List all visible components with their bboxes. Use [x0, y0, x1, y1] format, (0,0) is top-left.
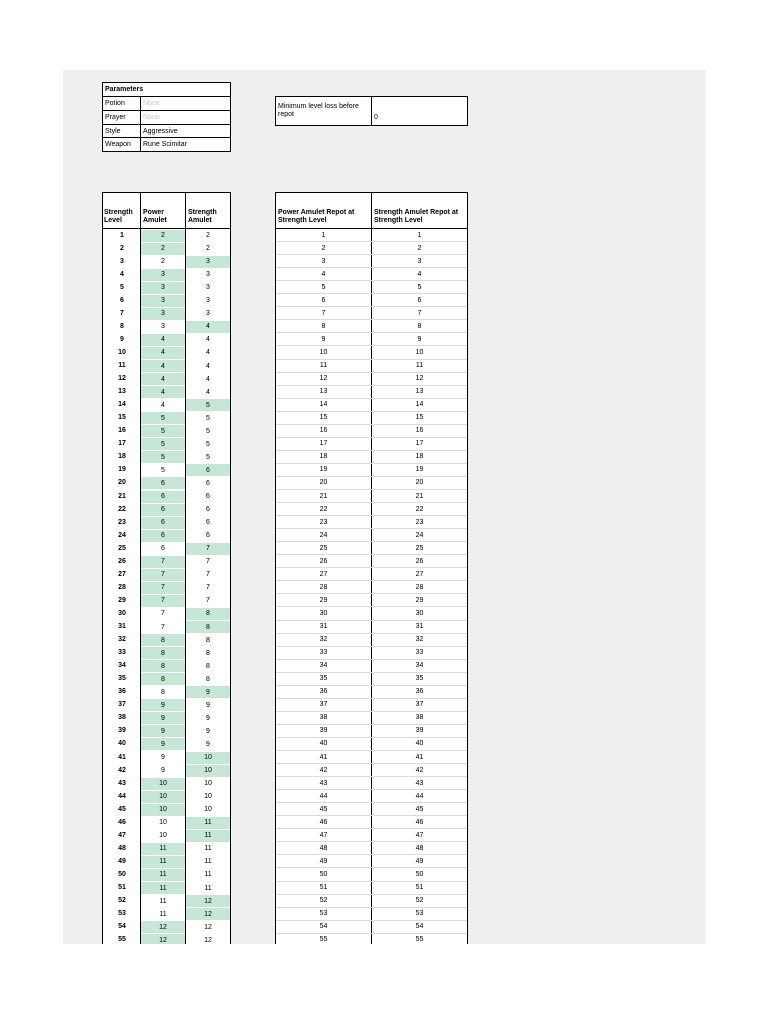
header-strength-amulet: Strength Amulet — [188, 208, 217, 224]
strength-amulet-cell: 3 — [206, 297, 210, 305]
power-amulet-repot-cell: 54 — [319, 923, 328, 931]
strength-amulet-cell: 5 — [206, 414, 210, 422]
power-amulet-cell: 6 — [141, 517, 185, 529]
power-amulet-cell: 10 — [141, 791, 185, 803]
power-amulet-cell: 3 — [141, 295, 185, 307]
strength-amulet-repot-cell: 14 — [415, 401, 424, 409]
strength-amulet-cell: 6 — [206, 479, 210, 487]
power-amulet-repot-cell: 30 — [319, 609, 328, 617]
power-amulet-repot-cell: 14 — [319, 401, 328, 409]
strength-amulet-repot-cell: 26 — [415, 557, 424, 565]
power-amulet-cell: 4 — [141, 386, 185, 398]
parameter-value-style[interactable]: Aggressive — [143, 127, 178, 135]
strength-amulet-cell: 12 — [204, 936, 212, 944]
strength-level-cell: 22 — [118, 505, 126, 513]
strength-level-cell: 39 — [118, 727, 126, 735]
strength-amulet-repot-cell: 50 — [415, 870, 424, 878]
power-amulet-repot-cell: 40 — [319, 740, 328, 748]
power-amulet-repot-cell: 32 — [319, 636, 328, 644]
power-amulet-repot-cell: 28 — [319, 583, 328, 591]
strength-amulet-repot-cell: 36 — [415, 688, 424, 696]
strength-amulet-cell: 5 — [206, 440, 210, 448]
strength-amulet-repot-cell: 9 — [417, 335, 422, 343]
strength-level-cell: 20 — [118, 479, 126, 487]
strength-level-cell: 15 — [118, 414, 126, 422]
strength-level-cell: 41 — [118, 753, 126, 761]
strength-amulet-repot-cell: 55 — [415, 936, 424, 944]
strength-amulet-repot-cell: 45 — [415, 805, 424, 813]
power-amulet-cell: 5 — [161, 466, 165, 474]
power-amulet-repot-cell: 5 — [321, 283, 326, 291]
strength-level-cell: 37 — [118, 701, 126, 709]
strength-amulet-repot-cell: 30 — [415, 609, 424, 617]
power-amulet-repot-cell: 55 — [319, 936, 328, 944]
power-amulet-cell: 10 — [159, 832, 167, 840]
power-amulet-cell: 4 — [141, 373, 185, 385]
power-amulet-cell: 4 — [141, 334, 185, 346]
strength-amulet-cell: 11 — [204, 871, 212, 879]
power-amulet-repot-cell: 33 — [319, 649, 328, 657]
power-amulet-cell: 9 — [161, 767, 165, 775]
strength-amulet-repot-cell: 8 — [417, 322, 422, 330]
power-amulet-repot-cell: 26 — [319, 557, 328, 565]
parameter-label-prayer: Prayer — [105, 114, 126, 121]
strength-amulet-repot-cell: 4 — [417, 270, 422, 278]
strength-level-cell: 50 — [118, 870, 126, 878]
strength-amulet-cell: 10 — [204, 780, 212, 788]
strength-amulet-repot-cell: 37 — [415, 701, 424, 709]
strength-amulet-repot-cell: 17 — [415, 440, 424, 448]
strength-amulet-cell: 9 — [206, 714, 210, 722]
strength-level-cell: 1 — [120, 231, 124, 239]
power-amulet-repot-cell: 17 — [319, 440, 328, 448]
strength-level-cell: 40 — [118, 740, 126, 748]
strength-amulet-repot-cell: 7 — [417, 309, 422, 317]
strength-amulet-repot-cell: 21 — [415, 492, 424, 500]
power-amulet-repot-cell: 11 — [319, 362, 328, 370]
spreadsheet-sheet — [63, 70, 706, 944]
power-amulet-repot-cell: 31 — [319, 623, 328, 631]
strength-level-cell: 5 — [120, 283, 124, 291]
power-amulet-cell: 9 — [141, 699, 185, 711]
power-amulet-cell: 6 — [141, 477, 185, 489]
strength-level-cell: 21 — [118, 492, 126, 500]
strength-amulet-cell: 6 — [206, 532, 210, 540]
min-level-loss-table — [275, 96, 468, 126]
strength-level-cell: 19 — [118, 466, 126, 474]
power-amulet-repot-cell: 13 — [319, 388, 328, 396]
parameter-label-weapon: Weapon — [105, 141, 131, 148]
strength-level-cell: 34 — [118, 662, 126, 670]
power-amulet-cell: 4 — [141, 360, 185, 372]
strength-level-cell: 54 — [118, 923, 126, 931]
strength-amulet-cell: 6 — [206, 506, 210, 514]
strength-amulet-cell: 9 — [206, 701, 210, 709]
strength-amulet-cell: 8 — [206, 662, 210, 670]
strength-amulet-cell: 7 — [206, 558, 210, 566]
strength-amulet-repot-cell: 33 — [415, 649, 424, 657]
strength-amulet-repot-cell: 34 — [415, 662, 424, 670]
strength-level-cell: 53 — [118, 910, 126, 918]
power-amulet-cell: 11 — [141, 856, 185, 868]
strength-level-cell: 45 — [118, 805, 126, 813]
strength-amulet-cell: 8 — [206, 675, 210, 683]
power-amulet-repot-cell: 36 — [319, 688, 328, 696]
power-amulet-repot-cell: 3 — [321, 257, 326, 265]
strength-amulet-repot-cell: 51 — [415, 884, 424, 892]
strength-amulet-cell: 3 — [206, 284, 210, 292]
power-amulet-cell: 10 — [141, 804, 185, 816]
strength-level-cell: 52 — [118, 897, 126, 905]
strength-level-cell: 27 — [118, 570, 126, 578]
strength-amulet-repot-cell: 48 — [415, 844, 424, 852]
power-amulet-cell: 6 — [161, 545, 165, 553]
power-amulet-repot-cell: 20 — [319, 479, 328, 487]
power-amulet-cell: 5 — [141, 425, 185, 437]
strength-level-cell: 16 — [118, 427, 126, 435]
power-amulet-cell: 7 — [141, 582, 185, 594]
repot-table — [275, 192, 468, 944]
strength-amulet-repot-cell: 12 — [415, 375, 424, 383]
power-amulet-repot-cell: 23 — [319, 518, 328, 526]
power-amulet-repot-cell: 15 — [319, 414, 328, 422]
strength-amulet-cell: 6 — [206, 493, 210, 501]
power-amulet-repot-cell: 38 — [319, 714, 328, 722]
strength-level-cell: 35 — [118, 675, 126, 683]
strength-amulet-cell: 7 — [186, 543, 230, 555]
parameters-table — [102, 82, 231, 152]
strength-amulet-cell: 4 — [206, 375, 210, 383]
power-amulet-cell: 7 — [141, 556, 185, 568]
power-amulet-cell: 11 — [141, 843, 185, 855]
power-amulet-cell: 6 — [141, 530, 185, 542]
power-amulet-repot-cell: 39 — [319, 727, 328, 735]
power-amulet-cell: 8 — [161, 688, 165, 696]
power-amulet-cell: 6 — [141, 504, 185, 516]
strength-amulet-repot-cell: 25 — [415, 544, 424, 552]
power-amulet-cell: 8 — [141, 660, 185, 672]
strength-amulet-cell: 5 — [206, 427, 210, 435]
amulet-table — [102, 192, 231, 944]
parameter-value-prayer[interactable]: None — [143, 114, 160, 121]
power-amulet-repot-cell: 27 — [319, 570, 328, 578]
power-amulet-cell: 2 — [161, 258, 165, 266]
strength-amulet-repot-cell: 46 — [415, 818, 424, 826]
power-amulet-cell: 9 — [161, 754, 165, 762]
strength-level-cell: 2 — [120, 244, 124, 252]
strength-amulet-repot-cell: 15 — [415, 414, 424, 422]
parameter-label-potion: Potion — [105, 100, 125, 107]
strength-level-cell: 8 — [120, 322, 124, 330]
power-amulet-repot-cell: 9 — [321, 335, 326, 343]
strength-amulet-repot-cell: 44 — [415, 792, 424, 800]
power-amulet-repot-cell: 51 — [319, 884, 328, 892]
strength-amulet-repot-cell: 32 — [415, 636, 424, 644]
parameter-value-weapon[interactable]: Rune Scimitar — [143, 141, 187, 148]
strength-amulet-cell: 7 — [206, 571, 210, 579]
power-amulet-repot-cell: 6 — [321, 296, 326, 304]
strength-amulet-cell: 6 — [206, 519, 210, 527]
power-amulet-cell: 4 — [141, 347, 185, 359]
power-amulet-repot-cell: 37 — [319, 701, 328, 709]
power-amulet-repot-cell: 50 — [319, 870, 328, 878]
strength-amulet-cell: 12 — [204, 923, 212, 931]
strength-amulet-cell: 10 — [204, 793, 212, 801]
strength-amulet-cell: 8 — [206, 636, 210, 644]
strength-amulet-repot-cell: 31 — [415, 623, 424, 631]
strength-level-cell: 43 — [118, 779, 126, 787]
power-amulet-cell: 9 — [141, 712, 185, 724]
power-amulet-cell: 2 — [141, 230, 185, 242]
strength-level-cell: 31 — [118, 623, 126, 631]
power-amulet-cell: 4 — [161, 401, 165, 409]
strength-amulet-repot-cell: 22 — [415, 505, 424, 513]
strength-amulet-repot-cell: 1 — [417, 231, 422, 239]
power-amulet-cell: 11 — [159, 910, 167, 918]
strength-amulet-repot-cell: 24 — [415, 531, 424, 539]
power-amulet-repot-cell: 48 — [319, 844, 328, 852]
strength-level-cell: 17 — [118, 440, 126, 448]
strength-amulet-repot-cell: 27 — [415, 570, 424, 578]
power-amulet-repot-cell: 43 — [319, 779, 328, 787]
power-amulet-repot-cell: 44 — [319, 792, 328, 800]
power-amulet-cell: 9 — [141, 725, 185, 737]
strength-amulet-repot-cell: 5 — [417, 283, 422, 291]
strength-level-cell: 38 — [118, 714, 126, 722]
power-amulet-cell: 5 — [141, 412, 185, 424]
power-amulet-repot-cell: 24 — [319, 531, 328, 539]
power-amulet-repot-cell: 16 — [319, 427, 328, 435]
strength-amulet-repot-cell: 2 — [417, 244, 422, 252]
power-amulet-repot-cell: 10 — [319, 348, 328, 356]
strength-level-cell: 18 — [118, 453, 126, 461]
strength-amulet-cell: 2 — [206, 232, 210, 240]
power-amulet-cell: 9 — [141, 738, 185, 750]
strength-amulet-repot-cell: 43 — [415, 779, 424, 787]
power-amulet-cell: 7 — [141, 569, 185, 581]
parameter-value-potion[interactable]: None — [143, 100, 160, 107]
strength-amulet-repot-cell: 41 — [415, 753, 424, 761]
strength-amulet-cell: 3 — [186, 256, 230, 268]
strength-level-cell: 3 — [120, 257, 124, 265]
power-amulet-cell: 2 — [141, 243, 185, 255]
strength-amulet-cell: 8 — [186, 608, 230, 620]
power-amulet-cell: 7 — [161, 610, 165, 618]
parameters-title: Parameters — [105, 86, 144, 93]
power-amulet-cell: 12 — [141, 934, 185, 944]
power-amulet-repot-cell: 42 — [319, 766, 328, 774]
strength-amulet-repot-cell: 40 — [415, 740, 424, 748]
strength-amulet-repot-cell: 3 — [417, 257, 422, 265]
strength-amulet-cell: 12 — [186, 895, 230, 907]
power-amulet-repot-cell: 22 — [319, 505, 328, 513]
strength-level-cell: 25 — [118, 544, 126, 552]
strength-level-cell: 23 — [118, 518, 126, 526]
strength-amulet-repot-cell: 28 — [415, 583, 424, 591]
strength-level-cell: 47 — [118, 831, 126, 839]
power-amulet-cell: 11 — [141, 869, 185, 881]
strength-level-cell: 29 — [118, 596, 126, 604]
power-amulet-cell: 11 — [159, 897, 167, 905]
strength-level-cell: 44 — [118, 792, 126, 800]
strength-amulet-repot-cell: 16 — [415, 427, 424, 435]
power-amulet-repot-cell: 4 — [321, 270, 326, 278]
power-amulet-cell: 3 — [141, 282, 185, 294]
strength-amulet-cell: 11 — [204, 845, 212, 853]
strength-amulet-repot-cell: 39 — [415, 727, 424, 735]
power-amulet-cell: 8 — [141, 634, 185, 646]
power-amulet-cell: 3 — [141, 308, 185, 320]
strength-level-cell: 32 — [118, 636, 126, 644]
strength-level-cell: 11 — [118, 362, 126, 370]
power-amulet-cell: 10 — [141, 778, 185, 790]
power-amulet-repot-cell: 47 — [319, 831, 328, 839]
strength-amulet-repot-cell: 13 — [415, 388, 424, 396]
strength-amulet-repot-cell: 23 — [415, 518, 424, 526]
power-amulet-cell: 3 — [141, 269, 185, 281]
header-strength-level: Strength Level — [104, 208, 133, 224]
strength-amulet-repot-cell: 20 — [415, 479, 424, 487]
power-amulet-cell: 8 — [141, 647, 185, 659]
power-amulet-cell: 5 — [141, 438, 185, 450]
strength-amulet-cell: 11 — [186, 817, 230, 829]
strength-amulet-cell: 6 — [186, 464, 230, 476]
header-strength-amulet-repot: Strength Amulet Repot at Strength Level — [374, 208, 459, 224]
strength-level-cell: 9 — [120, 335, 124, 343]
power-amulet-repot-cell: 18 — [319, 453, 328, 461]
power-amulet-repot-cell: 12 — [319, 375, 328, 383]
strength-level-cell: 7 — [120, 309, 124, 317]
strength-amulet-cell: 10 — [186, 765, 230, 777]
strength-amulet-repot-cell: 42 — [415, 766, 424, 774]
min-level-loss-value[interactable]: 0 — [374, 113, 378, 121]
power-amulet-repot-cell: 21 — [319, 492, 328, 500]
strength-amulet-cell: 9 — [206, 740, 210, 748]
strength-amulet-repot-cell: 38 — [415, 714, 424, 722]
strength-amulet-cell: 2 — [206, 245, 210, 253]
power-amulet-repot-cell: 41 — [319, 753, 328, 761]
power-amulet-repot-cell: 1 — [321, 231, 326, 239]
strength-amulet-cell: 11 — [204, 884, 212, 892]
strength-amulet-cell: 5 — [186, 399, 230, 411]
strength-amulet-cell: 9 — [186, 686, 230, 698]
strength-amulet-cell: 4 — [206, 362, 210, 370]
strength-amulet-repot-cell: 53 — [415, 910, 424, 918]
power-amulet-repot-cell: 46 — [319, 818, 328, 826]
strength-amulet-cell: 4 — [206, 388, 210, 396]
strength-level-cell: 51 — [118, 884, 126, 892]
strength-level-cell: 46 — [118, 818, 126, 826]
power-amulet-repot-cell: 25 — [319, 544, 328, 552]
power-amulet-repot-cell: 29 — [319, 596, 328, 604]
strength-amulet-repot-cell: 49 — [415, 857, 424, 865]
power-amulet-repot-cell: 49 — [319, 857, 328, 865]
strength-amulet-cell: 11 — [204, 858, 212, 866]
power-amulet-cell: 10 — [159, 819, 167, 827]
strength-level-cell: 42 — [118, 766, 126, 774]
strength-level-cell: 48 — [118, 844, 126, 852]
header-power-amulet-repot: Power Amulet Repot at Strength Level — [278, 208, 355, 224]
header-power-amulet: Power Amulet — [143, 208, 167, 224]
power-amulet-repot-cell: 52 — [319, 897, 328, 905]
strength-amulet-cell: 5 — [206, 453, 210, 461]
strength-amulet-repot-cell: 11 — [415, 362, 424, 370]
strength-amulet-repot-cell: 35 — [415, 675, 424, 683]
power-amulet-repot-cell: 19 — [319, 466, 328, 474]
strength-amulet-cell: 9 — [206, 727, 210, 735]
strength-amulet-cell: 3 — [206, 310, 210, 318]
power-amulet-repot-cell: 45 — [319, 805, 328, 813]
strength-level-cell: 6 — [120, 296, 124, 304]
strength-amulet-cell: 8 — [206, 649, 210, 657]
strength-level-cell: 33 — [118, 649, 126, 657]
strength-level-cell: 55 — [118, 936, 126, 944]
power-amulet-cell: 11 — [141, 882, 185, 894]
power-amulet-repot-cell: 35 — [319, 675, 328, 683]
strength-amulet-repot-cell: 47 — [415, 831, 424, 839]
strength-level-cell: 24 — [118, 531, 126, 539]
power-amulet-repot-cell: 2 — [321, 244, 326, 252]
strength-amulet-cell: 12 — [186, 908, 230, 920]
power-amulet-cell: 8 — [141, 673, 185, 685]
min-level-loss-label: Minimum level loss before repot — [278, 102, 359, 118]
power-amulet-cell: 7 — [141, 595, 185, 607]
strength-level-cell: 28 — [118, 583, 126, 591]
strength-level-cell: 26 — [118, 557, 126, 565]
strength-amulet-cell: 10 — [186, 752, 230, 764]
strength-amulet-cell: 11 — [186, 830, 230, 842]
strength-level-cell: 12 — [118, 375, 126, 383]
power-amulet-cell: 12 — [141, 921, 185, 933]
strength-amulet-repot-cell: 10 — [415, 348, 424, 356]
strength-amulet-repot-cell: 52 — [415, 897, 424, 905]
strength-amulet-cell: 4 — [206, 349, 210, 357]
strength-amulet-repot-cell: 29 — [415, 596, 424, 604]
power-amulet-cell: 7 — [161, 623, 165, 631]
strength-level-cell: 13 — [118, 388, 126, 396]
power-amulet-cell: 3 — [161, 323, 165, 331]
strength-amulet-cell: 7 — [206, 597, 210, 605]
strength-amulet-cell: 10 — [204, 806, 212, 814]
strength-level-cell: 49 — [118, 857, 126, 865]
strength-amulet-cell: 3 — [206, 271, 210, 279]
strength-amulet-cell: 7 — [206, 584, 210, 592]
power-amulet-repot-cell: 34 — [319, 662, 328, 670]
power-amulet-repot-cell: 8 — [321, 322, 326, 330]
parameter-label-style: Style — [105, 127, 121, 135]
power-amulet-repot-cell: 53 — [319, 910, 328, 918]
strength-amulet-cell: 4 — [186, 321, 230, 333]
strength-level-cell: 10 — [118, 348, 126, 356]
strength-level-cell: 36 — [118, 688, 126, 696]
strength-amulet-repot-cell: 19 — [415, 466, 424, 474]
strength-level-cell: 30 — [118, 609, 126, 617]
strength-amulet-repot-cell: 6 — [417, 296, 422, 304]
strength-amulet-cell: 8 — [186, 621, 230, 633]
strength-level-cell: 4 — [120, 270, 124, 278]
power-amulet-cell: 5 — [141, 451, 185, 463]
strength-amulet-repot-cell: 18 — [415, 453, 424, 461]
strength-amulet-cell: 4 — [206, 336, 210, 344]
strength-amulet-repot-cell: 54 — [415, 923, 424, 931]
strength-level-cell: 14 — [118, 401, 126, 409]
power-amulet-cell: 6 — [141, 491, 185, 503]
power-amulet-repot-cell: 7 — [321, 309, 326, 317]
